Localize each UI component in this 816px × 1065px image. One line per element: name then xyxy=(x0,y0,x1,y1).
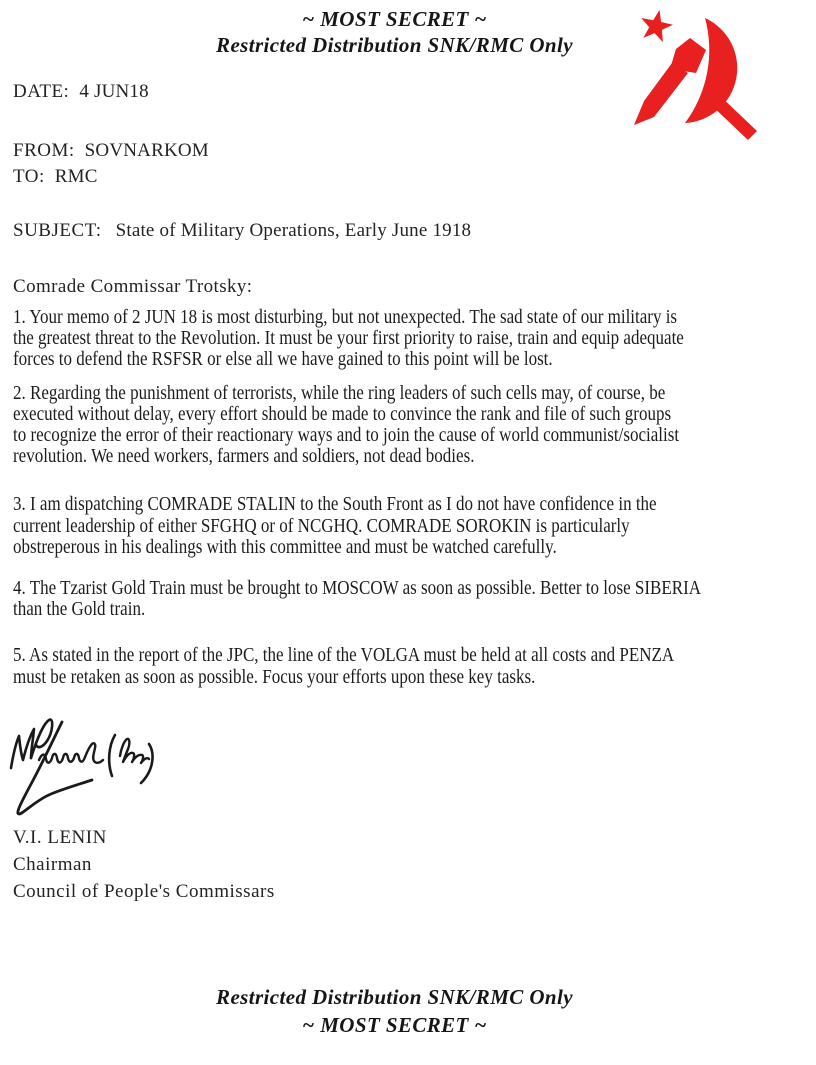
paragraph xyxy=(13,307,808,371)
signer-name: V.I. LENIN xyxy=(13,827,107,848)
date-value: 4 JUN18 xyxy=(79,81,149,102)
paragraph-line: 4. The Tzarist Gold Train must be brought to MOSCOW as soon as possible. Better to lose SIBERIA xyxy=(13,577,702,600)
date-line xyxy=(13,81,149,103)
subject-value: State of Military Operations, Early June 1918 xyxy=(115,220,472,241)
signer-organization: Council of People's Commissars xyxy=(13,881,275,902)
paragraph-line: 3. I am dispatching COMRADE STALIN to the South Front as I do not have confidence in the xyxy=(13,493,657,516)
to-value: RMC xyxy=(54,166,98,187)
to-label: TO: xyxy=(13,166,45,187)
paragraph-line: 2. Regarding the punishment of terrorists, while the ring leaders of such cells may, of course, be xyxy=(13,381,666,404)
date-label: DATE: xyxy=(13,81,70,102)
paragraph xyxy=(13,494,808,558)
paragraph xyxy=(13,578,808,620)
signature-image xyxy=(8,708,178,823)
header-classification: ~ MOST SECRET ~ xyxy=(302,7,487,31)
paragraph xyxy=(13,383,808,468)
footer-classification: ~ MOST SECRET ~ xyxy=(302,1013,487,1037)
letter-body xyxy=(13,307,808,700)
paragraph-line: the greatest threat to the Revolution. It must be your first priority to raise, train and equip adequate xyxy=(13,327,684,350)
paragraph-line: to recognize the error of their reactionary ways and to join the cause of world communist/socialist xyxy=(13,424,680,447)
salutation: Comrade Commissar Trotsky: xyxy=(13,276,253,297)
paragraph-line: forces to defend the RSFSR or else all we have gained to this point will be lost. xyxy=(13,348,553,371)
signer-title: Chairman xyxy=(13,854,92,875)
from-label: FROM: xyxy=(13,140,75,161)
from-line xyxy=(13,140,209,162)
to-line xyxy=(13,166,98,188)
star-icon xyxy=(637,7,675,44)
subject-label: SUBJECT: xyxy=(13,220,102,241)
paragraph-line: current leadership of either SFGHQ or of NCGHQ. COMRADE SOROKIN is particularly xyxy=(13,514,630,537)
header-distribution: Restricted Distribution SNK/RMC Only xyxy=(216,33,573,57)
footer-distribution: Restricted Distribution SNK/RMC Only xyxy=(216,985,573,1009)
paragraph-line: than the Gold train. xyxy=(13,598,146,621)
sickle-handle xyxy=(708,93,757,140)
from-value: SOVNARKOM xyxy=(84,140,209,161)
paragraph-line: 1. Your memo of 2 JUN 18 is most disturbing, but not unexpected. The sad state of our military is xyxy=(13,306,678,328)
paragraph-line: 5. As stated in the report of the JPC, the line of the VOLGA must be held at all costs and PENZA xyxy=(13,644,675,667)
hammer-and-sickle-icon xyxy=(620,5,770,150)
paragraph-line: revolution. We need workers, farmers and soldiers, not dead bodies. xyxy=(13,445,475,468)
paragraph-line: must be retaken as soon as possible. Focus your efforts upon these key tasks. xyxy=(13,665,536,688)
paragraph-line: obstreperous in his dealings with this committee and must be watched carefully. xyxy=(13,535,557,558)
paragraph xyxy=(13,645,808,687)
hammer-handle xyxy=(634,63,688,125)
subject-line xyxy=(13,220,471,242)
paragraph-line: executed without delay, every effort should be made to convince the rank and file of such groups xyxy=(13,402,672,425)
